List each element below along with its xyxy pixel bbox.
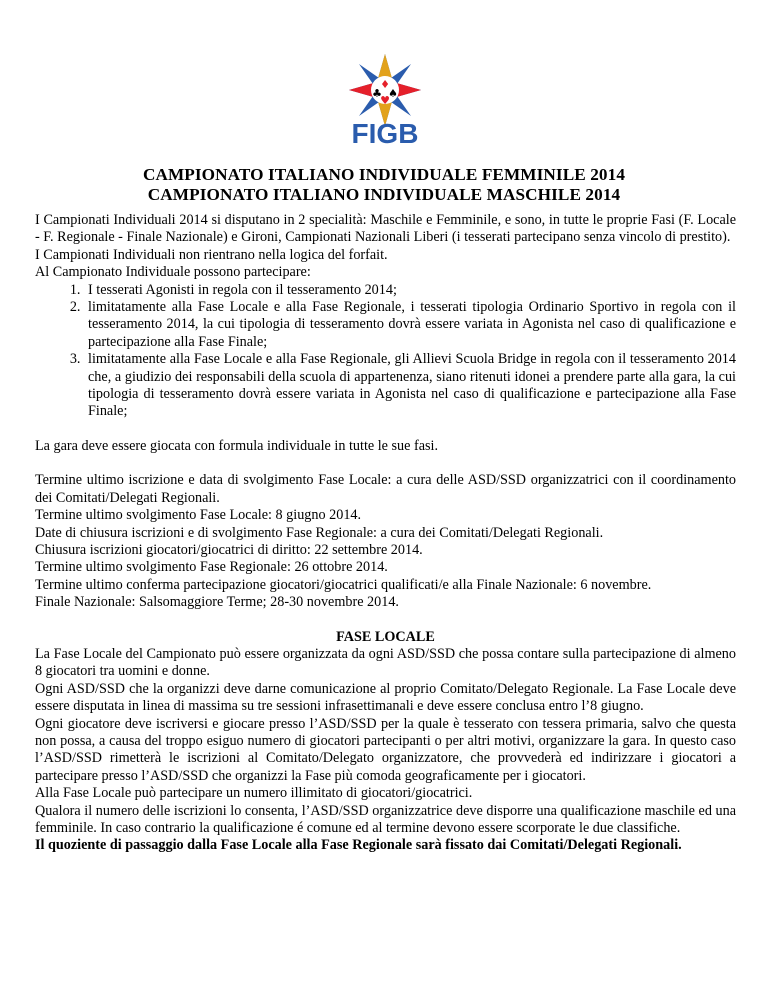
date-line: Termine ultimo iscrizione e data di svolgimento Fase Locale: a cura delle ASD/SSD organizzatrici con il coordinamento dei Comitati/Delegati Regionali.	[35, 472, 736, 506]
fase-locale-paragraph: La Fase Locale del Campionato può essere organizzata da ogni ASD/SSD che possa contare sulla partecipazione di almeno 8 giocatori tra uomini e donne.	[35, 645, 736, 680]
date-line: Chiusura iscrizioni giocatori/giocatrici di diritto: 22 settembre 2014.	[35, 541, 423, 558]
intro-forfait: I Campionati Individuali non rientrano nella logica del forfait.	[35, 246, 388, 263]
svg-text:♣: ♣	[372, 87, 382, 100]
svg-text:♠: ♠	[388, 87, 398, 100]
fase-locale-paragraph: Alla Fase Locale può partecipare un numero illimitato di giocatori/giocatrici.	[35, 785, 473, 802]
date-line: Finale Nazionale: Salsomaggiore Terme; 28-30 novembre 2014.	[35, 594, 399, 611]
eligibility-list	[35, 282, 736, 421]
intro-partecipanti: Al Campionato Individuale possono partecipare:	[35, 264, 311, 281]
figb-logo	[325, 42, 445, 147]
list-item: 3. limitatamente alla Fase Locale e alla Fase Regionale, gli Allievi Scuola Bridge in regola con il tesseramento 2014 che, a giudizio dei responsabili della scuola di appartenenza, siano ritenuti idonei a prendere parte alla gara, la cui tipologia di tesseramento dovrà essere variata in Agonista nel caso di qualificazione e partecipazione alla Fase Finale;	[84, 351, 736, 421]
fase-locale-paragraph: Ogni giocatore deve iscriversi e giocare presso l’ASD/SSD per la quale è tesserato con tessera primaria, salvo che questa non possa, a causa del troppo esiguo numero di giocatori partecipanti o per altri motivi, organizzare la gara. In questo caso l’ASD/SSD rimetterà le iscrizioni al Comitato/Delegato organizzatore, che provvederà ed indirizzare i giocatori a partecipare presso l’ASD/SSD che organizzi la Fase più comoda geograficamente per i giocatori.	[35, 715, 736, 784]
list-item: 1. I tesserati Agonisti in regola con il tesseramento 2014;	[84, 282, 736, 299]
title-femminile: CAMPIONATO ITALIANO INDIVIDUALE FEMMINILE 2014	[142, 165, 626, 184]
date-line: Termine ultimo svolgimento Fase Regionale: 26 ottobre 2014.	[35, 559, 388, 576]
list-item: 2. limitatamente alla Fase Locale e alla Fase Regionale, i tesserati tipologia Ordinario Sportivo in regola con il tesseramento 2014, la cui tipologia di tesseramento dovrà essere variata in Agonista nel caso di qualificazione e partecipazione alla Fase Finale;	[84, 299, 736, 351]
intro-paragraph: I Campionati Individuali 2014 si disputano in 2 specialità: Maschile e Femminile, e sono, in tutte le proprie Fasi (F. Locale - F. Regionale - Finale Nazionale) e Gironi, Campionati Nazionali Liberi (i tesserati partecipano senza vincolo di prestito).	[35, 212, 736, 246]
fase-locale-bold-note: Il quoziente di passaggio dalla Fase Locale alla Fase Regionale sarà fissato dai Comitati/Delegati Regionali.	[35, 837, 682, 854]
svg-text:♥: ♥	[380, 94, 390, 107]
document-body	[35, 212, 736, 855]
title-maschile: CAMPIONATO ITALIANO INDIVIDUALE MASCHILE 2014	[147, 185, 621, 204]
section-heading-fase-locale: FASE LOCALE	[336, 628, 435, 645]
date-line: Termine ultimo svolgimento Fase Locale: 8 giugno 2014.	[35, 507, 362, 524]
date-line: Termine ultimo conferma partecipazione giocatori/giocatrici qualificati/e alla Finale Nazionale: 6 novembre.	[35, 576, 652, 593]
formula-paragraph: La gara deve essere giocata con formula individuale in tutte le sue fasi.	[35, 437, 438, 454]
fase-locale-paragraph: Ogni ASD/SSD che la organizzi deve darne comunicazione al proprio Comitato/Delegato Regionale. La Fase Locale deve essere disputata in linea di massima su tre sessioni infrasettimanali e deve essere conclusa entro l’8 giugno.	[35, 680, 736, 715]
date-line: Date di chiusura iscrizioni e di svolgimento Fase Regionale: a cura dei Comitati/Delegati Regionali.	[35, 524, 604, 541]
figb-logo-graphic	[325, 42, 445, 147]
svg-text:♦: ♦	[380, 78, 390, 91]
document-titles	[0, 165, 768, 205]
logo-text: FIGB	[351, 118, 419, 147]
fase-locale-paragraph: Qualora il numero delle iscrizioni lo consenta, l’ASD/SSD organizzatrice deve disporre una qualificazione maschile ed una femminile. In caso contrario la qualificazione é comune ed al termine devono essere scorporate le due classifiche.	[35, 802, 736, 836]
